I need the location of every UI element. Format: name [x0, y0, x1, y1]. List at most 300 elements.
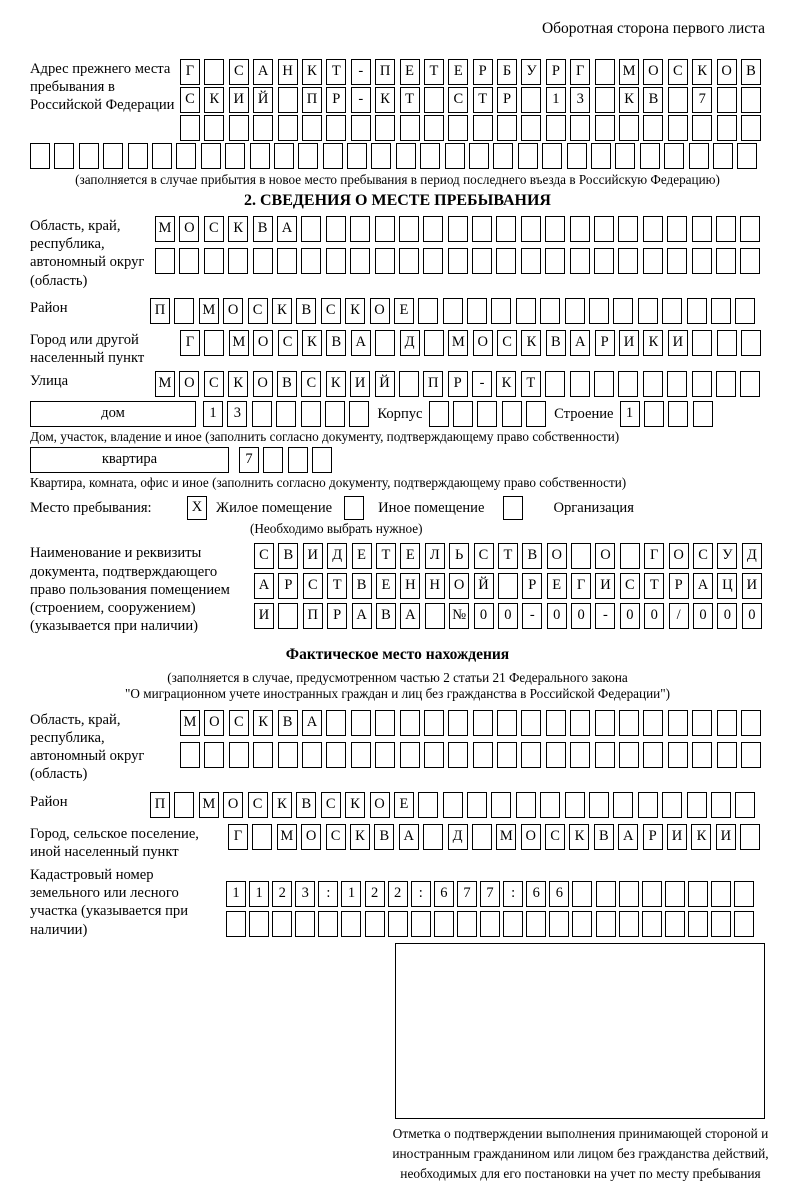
form-cell: О	[547, 543, 567, 569]
form-cell	[565, 298, 585, 324]
option-inoye-label: Иное помещение	[378, 500, 485, 517]
form-cell	[565, 792, 585, 818]
korpus-row	[429, 401, 547, 427]
form-cell	[521, 710, 541, 736]
form-cell: В	[278, 543, 298, 569]
form-cell: С	[448, 87, 468, 113]
raion-row	[150, 298, 755, 324]
form-cell	[250, 143, 270, 169]
form-cell: В	[522, 543, 542, 569]
form-cell: 0	[547, 603, 567, 629]
form-cell	[668, 401, 688, 427]
form-cell: Р	[669, 573, 689, 599]
form-cell	[375, 742, 395, 768]
form-cell	[734, 911, 754, 937]
form-cell: Р	[448, 371, 468, 397]
form-cell	[692, 248, 712, 274]
form-cell: 1	[620, 401, 640, 427]
form-cell: 1	[226, 881, 246, 907]
form-cell: И	[303, 543, 323, 569]
form-cell: -	[595, 603, 615, 629]
form-cell	[497, 115, 517, 141]
form-cell	[741, 115, 761, 141]
form-cell: М	[199, 298, 219, 324]
form-cell	[692, 115, 712, 141]
prev-address-row-2	[180, 87, 761, 113]
form-cell	[371, 143, 391, 169]
ulitsa-label: Улица	[30, 373, 69, 390]
form-cell	[589, 298, 609, 324]
gorod-label: Город или другой населенный пункт	[30, 331, 145, 367]
form-cell	[594, 371, 614, 397]
form-cell: Т	[644, 573, 664, 599]
form-cell: К	[228, 371, 248, 397]
form-cell	[546, 710, 566, 736]
form-cell	[516, 792, 536, 818]
form-cell	[272, 911, 292, 937]
form-cell	[595, 115, 615, 141]
form-cell	[570, 742, 590, 768]
form-cell: А	[618, 824, 638, 850]
form-cell	[735, 298, 755, 324]
form-cell	[277, 248, 297, 274]
form-cell	[375, 248, 395, 274]
form-cell: Ц	[717, 573, 737, 599]
form-cell: -	[351, 59, 371, 85]
form-cell: О	[370, 792, 390, 818]
form-cell	[619, 115, 639, 141]
fact-oblast-label: Область, край, республика, автономный округ (область)	[30, 711, 145, 783]
form-cell	[278, 115, 298, 141]
form-cell	[545, 216, 565, 242]
form-cell	[717, 742, 737, 768]
form-cell: Е	[394, 792, 414, 818]
form-cell	[295, 911, 315, 937]
form-cell	[638, 298, 658, 324]
form-cell	[174, 298, 194, 324]
form-cell	[526, 401, 546, 427]
form-cell	[226, 911, 246, 937]
form-cell	[424, 330, 444, 356]
form-cell: Е	[400, 543, 420, 569]
form-cell	[668, 115, 688, 141]
form-cell	[204, 248, 224, 274]
form-cell: К	[302, 59, 322, 85]
form-cell	[423, 248, 443, 274]
form-cell	[734, 881, 754, 907]
form-cell	[491, 298, 511, 324]
form-cell: В	[643, 87, 663, 113]
form-cell: :	[318, 881, 338, 907]
stamp-box	[395, 943, 765, 1119]
form-cell: Б	[497, 59, 517, 85]
oblast-block	[30, 216, 765, 290]
form-cell: :	[503, 881, 523, 907]
prev-address-rows	[180, 59, 761, 141]
form-cell	[668, 710, 688, 736]
checkbox-zhiloye: X	[187, 496, 207, 520]
prev-address-row-3	[180, 115, 761, 141]
form-cell: В	[594, 824, 614, 850]
form-cell	[399, 216, 419, 242]
form-cell	[545, 248, 565, 274]
form-cell: Й	[375, 371, 395, 397]
form-cell	[204, 742, 224, 768]
form-cell: 7	[457, 881, 477, 907]
form-cell	[423, 216, 443, 242]
form-cell: Е	[448, 59, 468, 85]
form-cell	[546, 115, 566, 141]
form-cell	[503, 911, 523, 937]
form-cell: :	[411, 881, 431, 907]
form-cell: К	[643, 330, 663, 356]
form-cell: Н	[278, 59, 298, 85]
checkbox-organizatsiya	[503, 496, 523, 520]
fact-raion-block	[30, 792, 765, 818]
form-cell	[180, 742, 200, 768]
form-cell: /	[669, 603, 689, 629]
form-cell	[253, 742, 273, 768]
form-cell	[448, 248, 468, 274]
form-cell: Т	[400, 87, 420, 113]
stamp-note: Отметка о подтверждении выполнения принимающей стороной и иностранным гражданином или лицом без гражданства действий, необходимых для его постановки на учет по месту пребывания	[392, 1125, 769, 1182]
form-cell: 7	[692, 87, 712, 113]
form-cell	[497, 742, 517, 768]
form-cell	[128, 143, 148, 169]
form-cell	[263, 447, 283, 473]
form-cell	[467, 792, 487, 818]
form-cell: И	[595, 573, 615, 599]
kadastr-block	[30, 865, 765, 939]
form-cell: 0	[571, 603, 591, 629]
form-cell: К	[691, 824, 711, 850]
form-cell	[472, 216, 492, 242]
form-cell	[572, 911, 592, 937]
form-cell	[448, 742, 468, 768]
form-cell	[326, 710, 346, 736]
form-cell	[278, 603, 298, 629]
form-cell: Е	[394, 298, 414, 324]
form-cell: О	[179, 371, 199, 397]
form-cell	[571, 543, 591, 569]
form-cell	[692, 371, 712, 397]
form-cell	[326, 216, 346, 242]
fact-oblast-block	[30, 710, 765, 784]
form-cell: 1	[546, 87, 566, 113]
form-cell: 0	[498, 603, 518, 629]
form-cell: 1	[203, 401, 223, 427]
form-cell	[618, 216, 638, 242]
form-cell: 6	[434, 881, 454, 907]
form-cell	[496, 248, 516, 274]
form-cell	[473, 710, 493, 736]
form-cell	[253, 115, 273, 141]
dom-box: дом	[30, 401, 196, 427]
form-cell	[323, 143, 343, 169]
form-cell: О	[223, 792, 243, 818]
dom-row	[203, 401, 369, 427]
form-cell: М	[229, 330, 249, 356]
form-cell	[469, 143, 489, 169]
form-cell: С	[545, 824, 565, 850]
form-cell: О	[301, 824, 321, 850]
form-cell	[521, 742, 541, 768]
form-cell: 6	[549, 881, 569, 907]
form-cell	[278, 87, 298, 113]
form-cell	[688, 881, 708, 907]
form-cell	[619, 710, 639, 736]
form-cell: Р	[497, 87, 517, 113]
form-cell	[228, 248, 248, 274]
form-cell: -	[351, 87, 371, 113]
form-cell: И	[668, 330, 688, 356]
form-cell: К	[496, 371, 516, 397]
form-cell	[54, 143, 74, 169]
form-cell: В	[326, 330, 346, 356]
form-cell	[735, 792, 755, 818]
raion-label: Район	[30, 299, 68, 316]
form-cell	[400, 710, 420, 736]
form-cell: С	[204, 371, 224, 397]
form-cell	[326, 248, 346, 274]
form-cell	[716, 371, 736, 397]
stroenie-row	[620, 401, 713, 427]
form-cell: Т	[521, 371, 541, 397]
form-cell: Д	[327, 543, 347, 569]
prev-address-note: (заполняется в случае прибытия в новое место пребывания в период последнего въезда в Российскую Федерацию)	[75, 172, 720, 187]
form-cell	[312, 447, 332, 473]
form-cell	[174, 792, 194, 818]
dom-block	[30, 401, 765, 427]
kvartira-row	[239, 447, 332, 473]
form-cell: А	[351, 330, 371, 356]
form-cell: С	[321, 792, 341, 818]
kvartira-box: квартира	[30, 447, 229, 473]
form-cell	[302, 115, 322, 141]
form-cell: Т	[327, 573, 347, 599]
kadastr-label: Кадастровый номер земельного или лесного участка (указывается при наличии)	[30, 866, 189, 938]
form-cell	[644, 401, 664, 427]
option-zhiloye-label: Жилое помещение	[216, 500, 333, 517]
form-cell	[717, 87, 737, 113]
form-cell: Ь	[449, 543, 469, 569]
form-cell: А	[570, 330, 590, 356]
form-cell: Р	[278, 573, 298, 599]
form-cell	[717, 330, 737, 356]
form-cell: О	[473, 330, 493, 356]
form-cell	[521, 87, 541, 113]
form-cell: М	[199, 792, 219, 818]
gorod-row	[180, 330, 761, 356]
form-cell	[665, 911, 685, 937]
form-cell	[711, 298, 731, 324]
form-cell: 1	[249, 881, 269, 907]
form-cell	[288, 447, 308, 473]
form-cell: С	[326, 824, 346, 850]
form-cell	[443, 792, 463, 818]
form-cell	[472, 248, 492, 274]
form-cell	[643, 710, 663, 736]
form-cell: О	[643, 59, 663, 85]
form-cell: В	[546, 330, 566, 356]
mesto-block	[30, 495, 765, 521]
checkbox-inoye	[344, 496, 364, 520]
form-cell: 0	[742, 603, 762, 629]
form-cell	[249, 911, 269, 937]
form-cell	[278, 742, 298, 768]
form-cell: Д	[742, 543, 762, 569]
form-cell	[301, 248, 321, 274]
prev-address-row-4	[30, 143, 765, 169]
doc-block	[30, 543, 765, 635]
form-cell: К	[345, 298, 365, 324]
form-cell	[595, 87, 615, 113]
form-cell	[443, 298, 463, 324]
form-cell: К	[619, 87, 639, 113]
form-cell	[667, 248, 687, 274]
form-cell: П	[150, 792, 170, 818]
fact-title: Фактическое место нахождения	[285, 645, 510, 663]
kvartira-note: Квартира, комната, офис и иное (заполнить согласно документу, подтверждающему право собственности)	[30, 475, 627, 491]
form-cell: Е	[376, 573, 396, 599]
form-cell: Е	[547, 573, 567, 599]
form-cell	[667, 371, 687, 397]
form-cell: Д	[448, 824, 468, 850]
form-cell: К	[350, 824, 370, 850]
form-cell: Т	[498, 543, 518, 569]
form-cell	[740, 248, 760, 274]
kadastr-rows	[226, 881, 754, 937]
fact-note-2: "О миграционном учете иностранных граждан и лиц без гражданства в Российской Федерации")	[125, 685, 670, 701]
form-cell	[351, 742, 371, 768]
form-cell	[741, 87, 761, 113]
form-cell: М	[180, 710, 200, 736]
form-cell	[204, 330, 224, 356]
form-cell: О	[370, 298, 390, 324]
form-cell	[596, 911, 616, 937]
form-cell	[423, 824, 443, 850]
form-cell: С	[180, 87, 200, 113]
form-cell	[737, 143, 757, 169]
form-cell	[375, 216, 395, 242]
form-cell: К	[253, 710, 273, 736]
form-cell: О	[253, 371, 273, 397]
form-cell: А	[693, 573, 713, 599]
form-cell: О	[669, 543, 689, 569]
kadastr-row-1	[226, 881, 754, 907]
form-cell: П	[375, 59, 395, 85]
form-cell	[396, 143, 416, 169]
form-cell	[642, 911, 662, 937]
form-cell: С	[254, 543, 274, 569]
form-cell: О	[253, 330, 273, 356]
form-cell	[689, 143, 709, 169]
form-cell	[351, 115, 371, 141]
form-cell: 2	[365, 881, 385, 907]
form-cell	[473, 115, 493, 141]
form-cell	[253, 248, 273, 274]
fact-gorod-block	[30, 824, 765, 861]
form-cell: О	[179, 216, 199, 242]
form-cell: 3	[570, 87, 590, 113]
form-cell	[103, 143, 123, 169]
form-cell: 1	[341, 881, 361, 907]
form-cell: А	[400, 603, 420, 629]
section2-title: 2. СВЕДЕНИЯ О МЕСТЕ ПРЕБЫВАНИЯ	[244, 192, 551, 209]
form-cell	[179, 248, 199, 274]
form-cell: К	[345, 792, 365, 818]
form-cell	[692, 330, 712, 356]
form-cell	[424, 115, 444, 141]
form-cell	[618, 248, 638, 274]
form-cell	[326, 742, 346, 768]
form-cell: А	[253, 59, 273, 85]
form-cell	[176, 143, 196, 169]
form-cell	[540, 792, 560, 818]
form-cell	[496, 216, 516, 242]
oblast-rows	[155, 216, 760, 274]
mesto-note: (Необходимо выбрать нужное)	[250, 521, 423, 537]
form-cell: В	[352, 573, 372, 599]
form-cell: 3	[227, 401, 247, 427]
form-cell	[448, 216, 468, 242]
form-cell: О	[204, 710, 224, 736]
form-cell: 0	[717, 603, 737, 629]
form-cell: С	[497, 330, 517, 356]
form-cell	[424, 742, 444, 768]
fact-gorod-label: Город, сельское поселение, иной населенный пункт	[30, 825, 199, 860]
form-cell	[643, 115, 663, 141]
form-cell	[643, 248, 663, 274]
form-cell: Е	[352, 543, 372, 569]
form-cell	[521, 115, 541, 141]
form-cell: Н	[425, 573, 445, 599]
form-cell	[692, 216, 712, 242]
form-cell: В	[253, 216, 273, 242]
form-cell	[204, 115, 224, 141]
oblast-row-2	[155, 248, 760, 274]
form-cell: В	[277, 371, 297, 397]
form-cell	[434, 911, 454, 937]
form-cell	[429, 401, 449, 427]
form-cell: Г	[571, 573, 591, 599]
form-cell: С	[668, 59, 688, 85]
form-cell: Й	[253, 87, 273, 113]
form-cell	[252, 401, 272, 427]
form-cell: Г	[570, 59, 590, 85]
form-cell: В	[296, 298, 316, 324]
form-cell: 2	[388, 881, 408, 907]
kvartira-block	[30, 447, 765, 473]
form-cell: И	[667, 824, 687, 850]
form-cell: С	[321, 298, 341, 324]
form-cell	[713, 143, 733, 169]
form-cell	[493, 143, 513, 169]
form-cell: П	[423, 371, 443, 397]
form-cell	[448, 115, 468, 141]
form-cell	[595, 710, 615, 736]
fact-note-1: (заполняется в случае, предусмотренном частью 2 статьи 21 Федерального закона	[167, 669, 628, 685]
form-cell	[349, 401, 369, 427]
fact-gorod-row	[228, 824, 760, 850]
form-cell	[662, 792, 682, 818]
fact-raion-row	[150, 792, 755, 818]
form-cell	[665, 881, 685, 907]
form-cell: Р	[473, 59, 493, 85]
form-cell: С	[303, 573, 323, 599]
form-cell	[252, 824, 272, 850]
form-cell: М	[277, 824, 297, 850]
